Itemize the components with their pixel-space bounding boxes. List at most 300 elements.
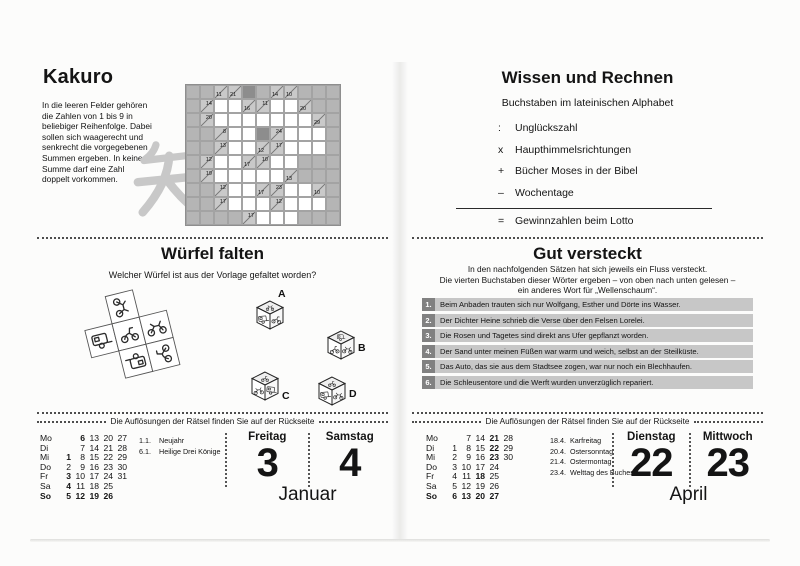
kakuro-block-cell xyxy=(186,141,200,155)
kakuro-block-cell xyxy=(298,85,312,99)
kakuro-block-cell xyxy=(200,85,214,99)
calendar-date: 30 xyxy=(503,452,513,463)
kakuro-down-clue: 17 xyxy=(258,190,265,196)
calendar-date: 19 xyxy=(475,480,485,491)
dice-option-label: B xyxy=(358,342,366,354)
calendar-date: 10 xyxy=(461,461,471,472)
kakuro-empty-cell xyxy=(242,113,256,127)
wissen-und-rechnen-title: Wissen und Rechnen xyxy=(501,68,674,87)
kakuro-empty-cell xyxy=(214,99,228,113)
solutions-note: Die Auflösungen der Rätsel finden Sie auf der Rückseite xyxy=(485,417,690,426)
kakuro-empty-cell xyxy=(256,113,270,127)
kakuro-clue-cell xyxy=(242,99,256,113)
dice-option-label: A xyxy=(278,288,286,300)
kakuro-across-clue: 17 xyxy=(247,212,254,219)
intro-line: In den nachfolgenden Sätzen hat sich jeweils ein Fluss versteckt. xyxy=(467,264,708,274)
calendar-date: 17 xyxy=(89,471,99,482)
kakuro-empty-cell xyxy=(242,127,256,141)
kakuro-empty-cell xyxy=(228,183,242,197)
kakuro-clue-cell xyxy=(270,127,284,141)
dice-option-label: C xyxy=(282,390,290,402)
equation-step xyxy=(498,144,638,166)
kakuro-block-cell xyxy=(256,85,270,99)
wuerfel-falten-question: Welcher Würfel ist aus der Vorlage gefaltet worden? xyxy=(108,270,317,280)
operator: + xyxy=(498,165,505,177)
month-name: April xyxy=(669,484,708,505)
kakuro-title: Kakuro xyxy=(43,66,114,88)
kakuro-clue-cell xyxy=(298,99,312,113)
kakuro-empty-cell xyxy=(270,169,284,183)
calendar-date: 15 xyxy=(89,452,99,463)
weekday-label: Dienstag xyxy=(626,431,676,443)
intro-line: ein anderes Wort für „Wellenschaum“. xyxy=(517,285,658,296)
kakuro-clue-cell xyxy=(256,155,270,169)
gut-versteckt-intro xyxy=(410,264,765,296)
calendar-date xyxy=(113,492,127,502)
calendar-day-label: Mo xyxy=(426,433,438,443)
sentence-number: 1. xyxy=(422,298,435,311)
mini-calendar-april xyxy=(426,434,513,501)
solutions-note-row xyxy=(37,417,388,426)
kakuro-block-cell xyxy=(312,155,326,169)
sentence-number: 5. xyxy=(422,360,435,373)
kakuro-across-clue: 10 xyxy=(261,156,268,163)
weekday-label: Samstag xyxy=(325,431,374,443)
result-label: Gewinnzahlen beim Lotto xyxy=(515,215,634,227)
calendar-date: 22 xyxy=(489,442,499,453)
kakuro-clue-cell xyxy=(270,197,284,211)
kakuro-empty-cell xyxy=(256,169,270,183)
gut-versteckt-title: Gut versteckt xyxy=(533,244,642,263)
operand-label: Wochentage xyxy=(515,186,574,199)
calendar-date xyxy=(113,482,127,492)
kakuro-block-cell xyxy=(186,183,200,197)
dotted-line xyxy=(319,421,388,423)
kakuro-block-cell xyxy=(200,183,214,197)
kakuro-empty-cell xyxy=(214,113,228,127)
calendar-date: 16 xyxy=(89,461,99,472)
kakuro-empty-cell xyxy=(284,141,298,155)
holiday-name: Ostersonntag xyxy=(570,446,614,456)
month-name: Januar xyxy=(278,484,337,505)
kakuro-empty-cell xyxy=(228,99,242,113)
calendar-date: 2 xyxy=(452,452,457,463)
kakuro-empty-cell xyxy=(298,197,312,211)
calendar-date: 23 xyxy=(103,461,113,472)
calendar-date: 13 xyxy=(461,490,471,501)
kakuro-empty-cell xyxy=(242,169,256,183)
calendar-date xyxy=(499,463,513,473)
kakuro-block-cell xyxy=(326,127,340,141)
kakuro-empty-cell xyxy=(228,197,242,211)
dice-option-C xyxy=(252,372,290,402)
dice-puzzle-figure xyxy=(75,284,375,410)
sentence-bar xyxy=(422,314,753,327)
kakuro-block-cell xyxy=(256,127,270,141)
calendar-date: 28 xyxy=(117,442,127,453)
kakuro-empty-cell xyxy=(214,155,228,169)
calendar-date: 12 xyxy=(461,480,471,491)
holiday-name: Karfreitag xyxy=(570,436,602,445)
calendar-date: 7 xyxy=(80,442,85,453)
calendar-date: 6 xyxy=(452,490,457,501)
holiday-date: 18.4. xyxy=(550,436,566,445)
intro-line: Die vierten Buchstaben dieser Wörter ergeben – von oben nach unten gelesen – xyxy=(439,274,736,285)
date-number: 22 xyxy=(630,441,673,485)
sentence-bar xyxy=(422,376,753,389)
sentence-number: 6. xyxy=(422,376,435,389)
kakuro-down-clue: 13 xyxy=(286,176,293,182)
kakuro-clue-cell xyxy=(242,155,256,169)
calendar-date: 21 xyxy=(489,433,499,443)
kakuro-across-clue: 17 xyxy=(275,142,282,149)
operator: : xyxy=(498,122,501,134)
sentence-text: Die Rosen und Tagetes sind direkt ans Ufer gepflanzt worden. xyxy=(440,331,649,341)
calendar-date: 26 xyxy=(103,490,113,501)
wuerfel-falten-title: Würfel falten xyxy=(161,244,264,263)
kakuro-empty-cell xyxy=(284,155,298,169)
calendar-date xyxy=(499,482,513,492)
kakuro-clue-cell xyxy=(284,85,298,99)
calendar-date: 26 xyxy=(489,480,499,491)
kakuro-clue-cell xyxy=(200,169,214,183)
kakuro-empty-cell xyxy=(298,141,312,155)
kakuro-block-cell xyxy=(242,85,256,99)
kakuro-across-clue: 12 xyxy=(205,156,212,163)
kakuro-clue-cell xyxy=(256,141,270,155)
kakuro-down-clue: 12 xyxy=(258,148,265,154)
kakuro-empty-cell xyxy=(256,211,270,225)
calendar-day-label: Mi xyxy=(426,452,436,463)
kakuro-empty-cell xyxy=(270,211,284,225)
day-block-1 xyxy=(227,431,308,487)
dotted-line xyxy=(694,421,763,423)
holiday-list-january xyxy=(139,436,221,457)
kakuro-across-clue: 12 xyxy=(219,184,226,191)
day-block-2 xyxy=(310,431,391,487)
kakuro-block-cell xyxy=(326,99,340,113)
equation-result-row xyxy=(498,215,634,227)
kakuro-block-cell xyxy=(326,211,340,225)
calendar-day-label: Do xyxy=(40,461,51,472)
calendar-date: 1 xyxy=(452,442,457,453)
kakuro-across-clue: 19 xyxy=(205,170,212,177)
kakuro-clue-cell xyxy=(200,155,214,169)
calendar-date: 14 xyxy=(89,442,99,453)
day-pair xyxy=(225,431,390,487)
cube-net xyxy=(78,284,180,385)
kakuro-block-cell xyxy=(326,183,340,197)
kakuro-block-cell xyxy=(326,141,340,155)
operator: – xyxy=(498,186,504,199)
calendar-day-label: Fr xyxy=(426,471,435,482)
holiday-name: Welttag des Buches xyxy=(570,467,634,477)
kakuro-clue-cell xyxy=(312,113,326,127)
day-pair xyxy=(612,431,765,487)
dice-option-D xyxy=(319,377,357,405)
kakuro-block-cell xyxy=(200,197,214,211)
sentence-bar xyxy=(422,298,753,311)
calendar-date: 10 xyxy=(75,471,85,482)
kakuro-across-clue: 8 xyxy=(222,128,226,135)
calendar-date: 3 xyxy=(452,461,457,472)
calendar-date: 29 xyxy=(117,452,127,463)
calendar-day-label: So xyxy=(40,490,51,501)
kakuro-block-cell xyxy=(186,197,200,211)
calendar-date: 29 xyxy=(503,442,513,453)
date-number: 23 xyxy=(706,441,749,485)
kakuro-empty-cell xyxy=(298,183,312,197)
kakuro-block-cell xyxy=(228,211,242,225)
holiday-entry xyxy=(139,436,221,447)
kakuro-clue-cell xyxy=(214,127,228,141)
calendar-date: 24 xyxy=(489,461,499,472)
kakuro-down-clue: 16 xyxy=(244,106,251,112)
kakuro-block-cell xyxy=(186,211,200,225)
kakuro-block-cell xyxy=(186,99,200,113)
kakuro-block-cell xyxy=(312,211,326,225)
calendar-date: 8 xyxy=(80,452,85,463)
calendar-week-row xyxy=(426,492,513,502)
kakuro-empty-cell xyxy=(298,113,312,127)
kakuro-block-cell xyxy=(312,99,326,113)
kakuro-clue-cell xyxy=(270,141,284,155)
holiday-name: Neujahr xyxy=(159,436,185,445)
kakuro-grid xyxy=(185,84,341,226)
kakuro-empty-cell xyxy=(270,113,284,127)
kakuro-block-cell xyxy=(326,155,340,169)
kakuro-across-clue: 20 xyxy=(205,114,212,121)
kakuro-block-cell xyxy=(326,85,340,99)
calendar-date: 20 xyxy=(475,490,485,501)
kakuro-down-clue: 17 xyxy=(244,162,251,168)
calendar-date: 25 xyxy=(103,480,113,491)
sentence-text: Das Auto, das sie aus dem Stadtsee zogen, war nur noch ein Blechhaufen. xyxy=(440,362,693,372)
calendar-date: 15 xyxy=(475,442,485,453)
right-page xyxy=(410,60,765,536)
kakuro-clue-cell xyxy=(242,211,256,225)
day-block-2 xyxy=(691,431,766,487)
solutions-note: Die Auflösungen der Rätsel finden Sie auf der Rückseite xyxy=(110,417,315,426)
kakuro-block-cell xyxy=(312,85,326,99)
calendar-date: 5 xyxy=(452,480,457,491)
kakuro-empty-cell xyxy=(270,99,284,113)
kakuro-down-clue: 11 xyxy=(216,92,222,98)
calendar-date: 21 xyxy=(103,442,113,453)
calendar-day-label: Do xyxy=(426,461,437,472)
kakuro-block-cell xyxy=(186,127,200,141)
kakuro-empty-cell xyxy=(298,127,312,141)
weekday-label: Mittwoch xyxy=(702,431,753,443)
kakuro-empty-cell xyxy=(256,197,270,211)
kakuro-empty-cell xyxy=(228,113,242,127)
kakuro-block-cell xyxy=(298,211,312,225)
kakuro-across-clue: 24 xyxy=(275,128,282,135)
kakuro-empty-cell xyxy=(284,99,298,113)
sentence-text: Der Sand unter meinen Füßen war warm und weich, selbst an der Steilküste. xyxy=(440,346,699,356)
holiday-date: 6.1. xyxy=(139,446,151,456)
section-divider xyxy=(412,237,763,239)
calendar-date: 25 xyxy=(489,471,499,482)
kakuro-block-cell xyxy=(186,169,200,183)
calendar-date: 6 xyxy=(80,433,85,443)
kakuro-clue-cell xyxy=(312,183,326,197)
calendar-date: 9 xyxy=(466,452,471,463)
page-bottom-edge xyxy=(30,539,770,542)
solutions-note-row xyxy=(412,417,763,426)
kakuro-empty-cell xyxy=(214,169,228,183)
kakuro-empty-cell xyxy=(228,141,242,155)
holiday-name: Ostermontag xyxy=(570,457,612,466)
kakuro-clue-cell xyxy=(214,141,228,155)
calendar-date: 31 xyxy=(117,471,127,482)
equation-start-operand: Buchstaben im lateinischen Alphabet xyxy=(501,97,674,109)
kakuro-empty-cell xyxy=(242,183,256,197)
calendar-date: 5 xyxy=(66,490,71,501)
calendar-date: 30 xyxy=(117,461,127,472)
calendar-week-row xyxy=(40,492,127,502)
kakuro-block-cell xyxy=(200,211,214,225)
calendar-date: 11 xyxy=(462,471,471,482)
kakuro-block-cell xyxy=(186,85,200,99)
calendar-date: 22 xyxy=(103,452,113,463)
calendar-day-label: Mo xyxy=(40,433,52,443)
sentence-number: 4. xyxy=(422,345,435,358)
kakuro-empty-cell xyxy=(312,197,326,211)
kakuro-empty-cell xyxy=(312,127,326,141)
calendar-day-label: Fr xyxy=(40,471,49,482)
kakuro-block-cell xyxy=(326,197,340,211)
kakuro-empty-cell xyxy=(284,211,298,225)
sentence-text: Die Schleusentore und die Werft wurden unverzüglich repariert. xyxy=(440,377,654,387)
kakuro-across-clue: 13 xyxy=(219,142,226,149)
calendar-day-label: Di xyxy=(426,442,435,453)
calendar-date: 18 xyxy=(475,471,485,482)
sentence-text: Beim Anbaden trauten sich nur Wolfgang, Esther und Dörte ins Wasser. xyxy=(440,300,681,309)
holiday-entry xyxy=(139,447,221,458)
dice-option-A xyxy=(257,288,286,329)
calendar-date xyxy=(499,492,513,502)
kakuro-empty-cell xyxy=(284,197,298,211)
holiday-date: 21.4. xyxy=(550,457,566,466)
kakuro-block-cell xyxy=(214,211,228,225)
calendar-date: 28 xyxy=(503,433,513,443)
operand-label: Unglückszahl xyxy=(515,122,578,134)
kakuro-across-clue: 11 xyxy=(262,100,268,107)
kakuro-clue-cell xyxy=(214,197,228,211)
dotted-line xyxy=(37,421,106,423)
kakuro-clue-cell xyxy=(270,183,284,197)
solutions-divider xyxy=(412,412,763,414)
calendar-date: 17 xyxy=(475,461,485,472)
kakuro-across-clue: 12 xyxy=(275,198,282,205)
calendar-date: 3 xyxy=(66,471,71,482)
dice-option-label: D xyxy=(349,388,357,400)
calendar-date: 7 xyxy=(466,433,471,443)
kakuro-block-cell xyxy=(200,141,214,155)
holiday-date: 20.4. xyxy=(550,446,566,456)
sentence-bar xyxy=(422,329,753,342)
calendar-date: 23 xyxy=(489,452,499,463)
calendar-date: 4 xyxy=(66,480,71,491)
net-tile xyxy=(105,290,139,324)
kakuro-empty-cell xyxy=(270,155,284,169)
calendar-date: 24 xyxy=(103,471,113,482)
calendar-date xyxy=(499,472,513,482)
calendar-date: 12 xyxy=(75,490,85,501)
kakuro-block-cell xyxy=(298,155,312,169)
kakuro-block-cell xyxy=(200,127,214,141)
kakuro-down-clue: 14 xyxy=(272,92,279,98)
sentence-text: Der Dichter Heine schrieb die Verse über den Felsen Lorelei. xyxy=(440,315,645,325)
kakuro-across-clue: 14 xyxy=(205,100,212,107)
calendar-date xyxy=(57,434,71,444)
kakuro-empty-cell xyxy=(284,183,298,197)
solutions-divider xyxy=(37,412,388,414)
holiday-date: 1.1. xyxy=(139,436,151,445)
kakuro-down-clue: 10 xyxy=(314,190,321,196)
equals-sign: = xyxy=(498,215,505,227)
hidden-river-sentences xyxy=(422,298,753,392)
kakuro-across-clue: 23 xyxy=(275,184,282,191)
calendar-date: 13 xyxy=(89,433,99,443)
kakuro-down-clue: 21 xyxy=(230,92,237,98)
date-number: 3 xyxy=(256,441,278,485)
page-gutter-shadow xyxy=(392,62,408,540)
calendar-day-label: Mi xyxy=(40,452,50,463)
calendar-date: 19 xyxy=(89,490,99,501)
kakuro-down-clue: 20 xyxy=(300,106,307,112)
kakuro-empty-cell xyxy=(284,127,298,141)
calendar-date: 18 xyxy=(89,480,99,491)
kakuro-clue-cell xyxy=(256,183,270,197)
equation-step xyxy=(498,165,638,187)
sentence-bar xyxy=(422,345,753,358)
holiday-date: 23.4. xyxy=(550,467,566,477)
calendar-date: 4 xyxy=(452,471,457,482)
operand-label: Bücher Moses in der Bibel xyxy=(515,165,638,177)
dotted-line xyxy=(412,421,481,423)
kakuro-empty-cell xyxy=(284,113,298,127)
calendar-date: 9 xyxy=(80,461,85,472)
equation-steps xyxy=(498,122,638,208)
kakuro-clue-cell xyxy=(284,169,298,183)
sentence-number: 2. xyxy=(422,314,435,327)
kakuro-empty-cell xyxy=(312,141,326,155)
holiday-name: Heilige Drei Könige xyxy=(159,446,221,456)
calendar-day-label: So xyxy=(426,490,437,501)
kakuro-empty-cell xyxy=(242,197,256,211)
calendar-date: 20 xyxy=(103,433,113,443)
equation-step xyxy=(498,187,638,209)
operator: x xyxy=(498,143,504,156)
mini-calendar-january xyxy=(40,434,127,501)
kakuro-clue-cell xyxy=(214,183,228,197)
kakuro-block-cell xyxy=(312,169,326,183)
calendar-day-label: Di xyxy=(40,442,49,453)
kakuro-clue-cell xyxy=(214,85,228,99)
calendar-date: 14 xyxy=(475,433,485,443)
sentence-bar xyxy=(422,360,753,373)
calendar-date: 8 xyxy=(466,442,471,453)
kakuro-block-cell xyxy=(298,169,312,183)
kakuro-clue-cell xyxy=(200,99,214,113)
calendar-date: 11 xyxy=(76,480,85,491)
calendar-date: 2 xyxy=(66,461,71,472)
sentence-number: 3. xyxy=(422,329,435,342)
calendar-day-label: Sa xyxy=(40,480,51,491)
equation-step xyxy=(498,122,638,144)
